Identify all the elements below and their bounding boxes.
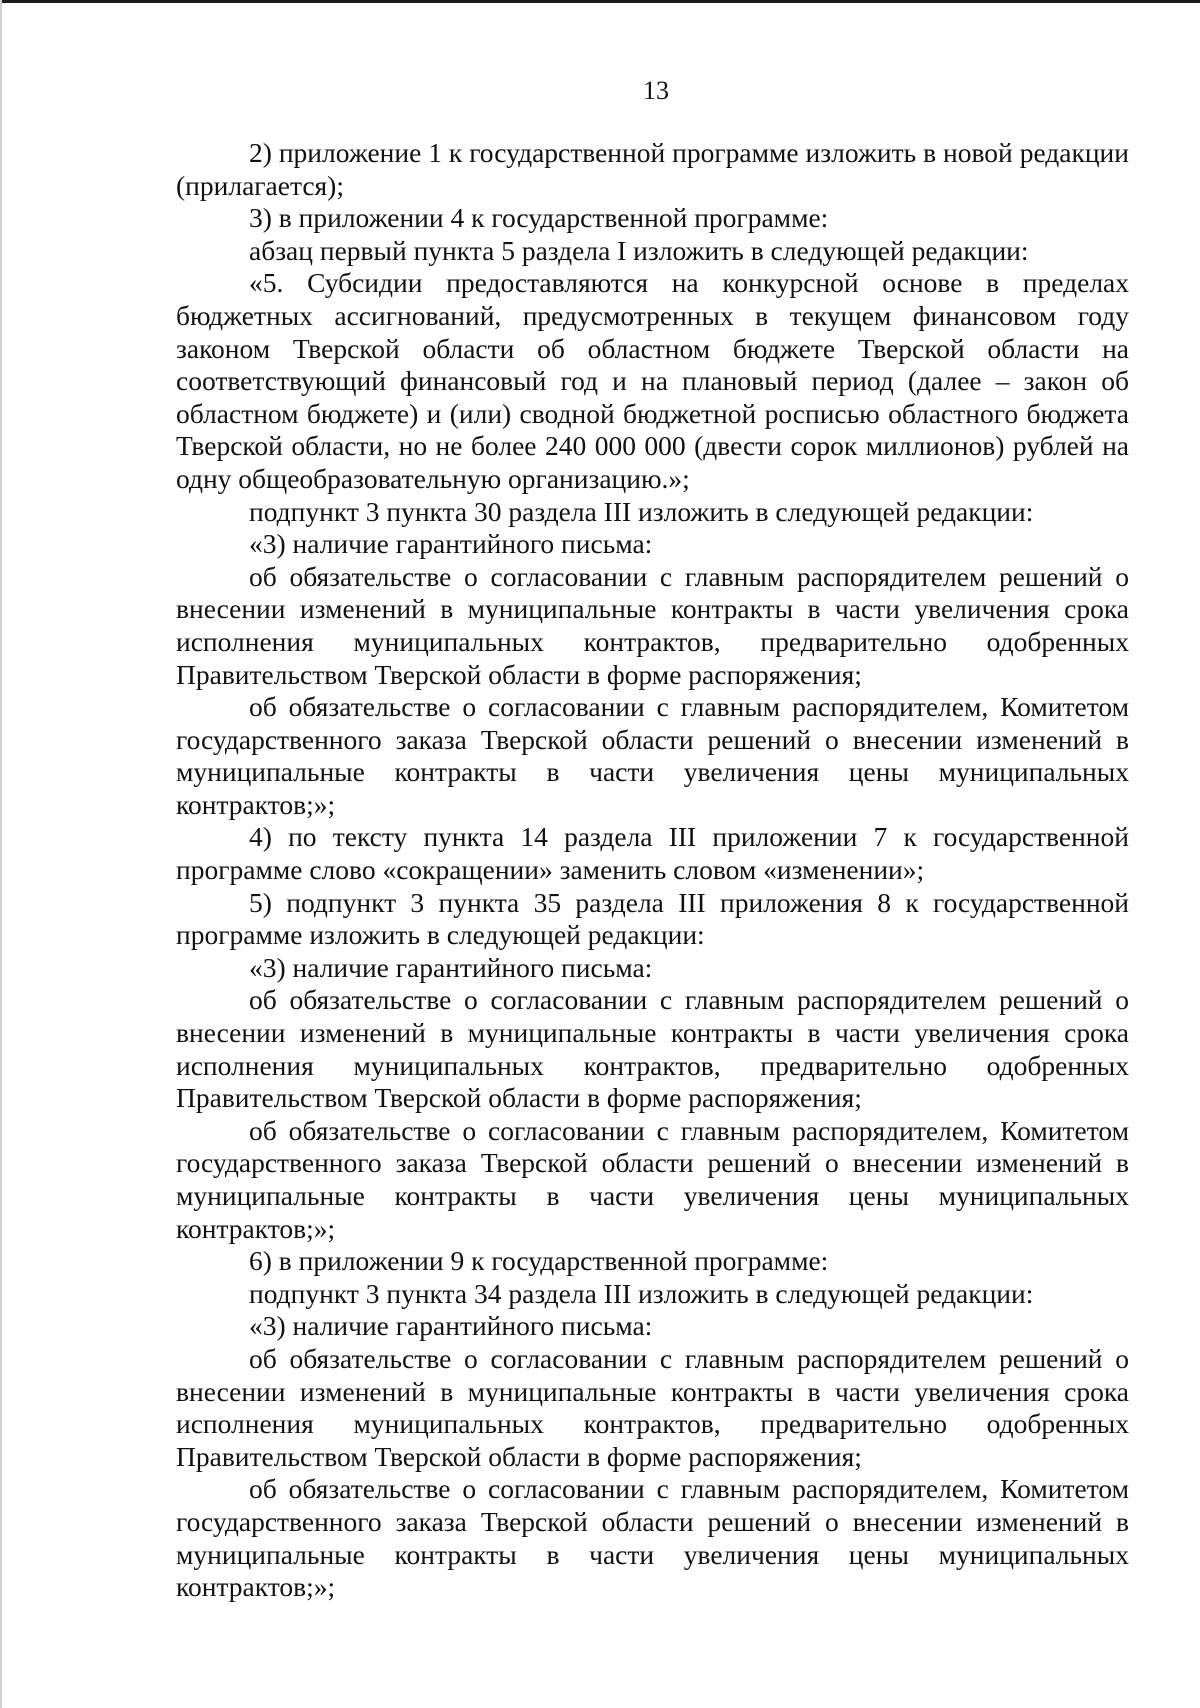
paragraph-item-5: 5) подпункт 3 пункта 35 раздела III приложения 8 к государственной программе изложить в следующей редакции:: [176, 886, 1129, 951]
paragraph-abzac-instruction: абзац первый пункта 5 раздела I изложить в следующей редакции:: [249, 234, 1029, 266]
document-body: [176, 137, 1129, 1604]
paragraph-quoted-item-5: «5. Субсидии предоставляются на конкурсной основе в пределах бюджетных ассигнований, предусмотренных в текущем финансовом году законом Тверской области об областном бюджете Тверской области на соответствующий финансовый год и на плановый период (далее – закон об областном бюджете) и (или) сводной бюджетной росписью областного бюджета Тверской области, но не более 240 000 000 (двести сорок миллионов) рублей на одну общеобразовательную организацию.»;: [176, 267, 1129, 494]
paragraph-subitem-instruction-30: подпункт 3 пункта 30 раздела III изложить в следующей редакции:: [249, 495, 1034, 527]
paragraph-guarantee-letter-3: «3) наличие гарантийного письма:: [249, 1310, 653, 1342]
paragraph-item-3: 3) в приложении 4 к государственной программе:: [249, 202, 829, 234]
paragraph-subitem-instruction-34: подпункт 3 пункта 34 раздела III изложить в следующей редакции:: [249, 1277, 1034, 1309]
paragraph-obligation-price-3: об обязательстве о согласовании с главным распорядителем, Комитетом государственного заказа Тверской области решений о внесении изменений в муниципальные контракты в части увеличения цены муниципальных контрактов;»;: [176, 1473, 1129, 1603]
paragraph-obligation-term-2: об обязательстве о согласовании с главным распорядителем решений о внесении изменений в муниципальные контракты в части увеличения срока исполнения муниципальных контрактов, предварительно одобренных Правительством Тверской области в форме распоряжения;: [176, 984, 1129, 1114]
paragraph-obligation-term-1: об обязательстве о согласовании с главным распорядителем решений о внесении изменений в муниципальные контракты в части увеличения срока исполнения муниципальных контрактов, предварительно одобренных Правительством Тверской области в форме распоряжения;: [176, 560, 1129, 690]
paragraph-item-4: 4) по тексту пункта 14 раздела III приложении 7 к государственной программе слово «сокращении» заменить словом «изменении»;: [176, 821, 1129, 886]
paragraph-obligation-price-1: об обязательстве о согласовании с главным распорядителем, Комитетом государственного заказа Тверской области решений о внесении изменений в муниципальные контракты в части увеличения цены муниципальных контрактов;»;: [176, 691, 1129, 820]
paragraph-obligation-term-3: об обязательстве о согласовании с главным распорядителем решений о внесении изменений в муниципальные контракты в части увеличения срока исполнения муниципальных контрактов, предварительно одобренных Правительством Тверской области в форме распоряжения;: [176, 1342, 1129, 1472]
scan-edge-top: [0, 0, 1200, 3]
paragraph-item-2: 2) приложение 1 к государственной программе изложить в новой редакции (прилагается);: [176, 137, 1129, 201]
paragraph-item-6: 6) в приложении 9 к государственной программе:: [249, 1245, 829, 1277]
scan-edge-left: [0, 0, 2, 1708]
paragraph-guarantee-letter-1: «3) наличие гарантийного письма:: [249, 528, 653, 560]
page-number: 13: [643, 76, 669, 105]
paragraph-obligation-price-2: об обязательстве о согласовании с главным распорядителем, Комитетом государственного заказа Тверской области решений о внесении изменений в муниципальные контракты в части увеличения цены муниципальных контрактов;»;: [176, 1114, 1129, 1244]
paragraph-guarantee-letter-2: «3) наличие гарантийного письма:: [249, 951, 653, 983]
